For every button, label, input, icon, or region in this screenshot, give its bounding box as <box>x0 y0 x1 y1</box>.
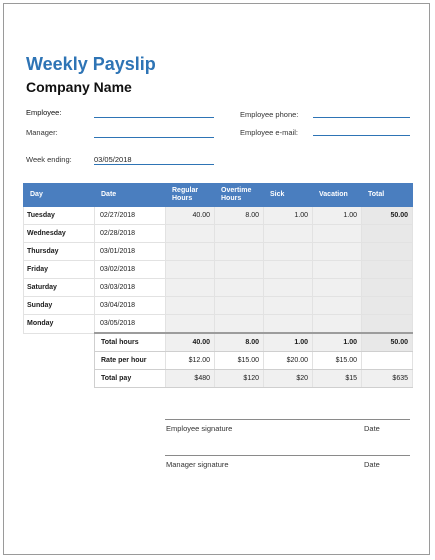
vacation-cell[interactable]: 1.00 <box>313 207 362 225</box>
sick-rate[interactable]: $20.00 <box>264 352 313 370</box>
regular-hours-cell[interactable] <box>166 297 215 315</box>
total-pay-row <box>24 370 413 388</box>
employee-phone-label: Employee phone: <box>240 110 299 119</box>
week-ending-field[interactable]: 03/05/2018 <box>94 155 214 165</box>
table-row <box>24 225 413 243</box>
table-header-row <box>24 184 413 207</box>
overtime-rate[interactable]: $15.00 <box>215 352 264 370</box>
total-cell: 50.00 <box>362 207 413 225</box>
day-cell: Wednesday <box>24 225 95 243</box>
employee-email-label: Employee e-mail: <box>240 128 298 137</box>
total-vacation-hours: 1.00 <box>313 333 362 352</box>
date-cell[interactable]: 02/27/2018 <box>95 207 166 225</box>
day-cell: Saturday <box>24 279 95 297</box>
col-header-regular-hours: Regular Hours <box>166 184 215 207</box>
regular-hours-cell[interactable] <box>166 279 215 297</box>
employee-signature-label: Employee signature <box>166 424 233 433</box>
total-cell <box>362 315 413 334</box>
day-cell: Sunday <box>24 297 95 315</box>
overtime-hours-cell[interactable] <box>215 279 264 297</box>
date-cell[interactable]: 03/04/2018 <box>95 297 166 315</box>
total-regular-hours: 40.00 <box>166 333 215 352</box>
hours-table <box>23 183 413 388</box>
table-row <box>24 315 413 334</box>
date-cell[interactable]: 03/03/2018 <box>95 279 166 297</box>
vacation-cell[interactable] <box>313 279 362 297</box>
regular-hours-cell[interactable] <box>166 315 215 334</box>
date-cell[interactable]: 03/05/2018 <box>95 315 166 334</box>
vacation-cell[interactable] <box>313 297 362 315</box>
rate-per-hour-label: Rate per hour <box>95 352 166 370</box>
overtime-hours-cell[interactable] <box>215 315 264 334</box>
manager-signature-label: Manager signature <box>166 460 229 469</box>
overtime-hours-cell[interactable] <box>215 243 264 261</box>
employee-field[interactable] <box>94 108 214 118</box>
day-cell: Friday <box>24 261 95 279</box>
vacation-pay: $15 <box>313 370 362 388</box>
sick-cell[interactable]: 1.00 <box>264 207 313 225</box>
date-cell[interactable]: 02/28/2018 <box>95 225 166 243</box>
vacation-cell[interactable] <box>313 243 362 261</box>
total-cell <box>362 225 413 243</box>
regular-rate[interactable]: $12.00 <box>166 352 215 370</box>
vacation-cell[interactable] <box>313 261 362 279</box>
table-row <box>24 261 413 279</box>
sick-cell[interactable] <box>264 315 313 334</box>
sick-cell[interactable] <box>264 279 313 297</box>
vacation-cell[interactable] <box>313 225 362 243</box>
total-sick-hours: 1.00 <box>264 333 313 352</box>
date-cell[interactable]: 03/02/2018 <box>95 261 166 279</box>
rate-total <box>362 352 413 370</box>
total-cell <box>362 279 413 297</box>
rate-per-hour-row <box>24 352 413 370</box>
regular-hours-cell[interactable] <box>166 261 215 279</box>
week-ending-label: Week ending: <box>26 155 72 164</box>
day-cell: Monday <box>24 315 95 334</box>
total-cell <box>362 297 413 315</box>
employee-label: Employee: <box>26 108 62 117</box>
table-row <box>24 243 413 261</box>
regular-hours-cell[interactable] <box>166 225 215 243</box>
manager-label: Manager: <box>26 128 58 137</box>
col-header-date: Date <box>95 184 166 207</box>
overtime-hours-cell[interactable] <box>215 225 264 243</box>
overtime-pay: $120 <box>215 370 264 388</box>
col-header-day: Day <box>24 184 95 207</box>
regular-hours-cell[interactable] <box>166 243 215 261</box>
overtime-hours-cell[interactable] <box>215 261 264 279</box>
col-header-total: Total <box>362 184 413 207</box>
sick-cell[interactable] <box>264 225 313 243</box>
vacation-cell[interactable] <box>313 315 362 334</box>
sick-pay: $20 <box>264 370 313 388</box>
sick-cell[interactable] <box>264 243 313 261</box>
grand-total-pay: $635 <box>362 370 413 388</box>
total-hours-label: Total hours <box>95 333 166 352</box>
overtime-hours-cell[interactable]: 8.00 <box>215 207 264 225</box>
date-cell[interactable]: 03/01/2018 <box>95 243 166 261</box>
employee-signature-line[interactable] <box>165 419 410 420</box>
col-header-vacation: Vacation <box>313 184 362 207</box>
total-cell <box>362 243 413 261</box>
regular-pay: $480 <box>166 370 215 388</box>
day-cell: Tuesday <box>24 207 95 225</box>
regular-hours-cell[interactable]: 40.00 <box>166 207 215 225</box>
company-name: Company Name <box>26 79 132 95</box>
col-header-overtime-hours: Overtime Hours <box>215 184 264 207</box>
page-title: Weekly Payslip <box>26 54 156 74</box>
grand-total-hours: 50.00 <box>362 333 413 352</box>
table-row <box>24 297 413 315</box>
manager-field[interactable] <box>94 128 214 138</box>
sick-cell[interactable] <box>264 297 313 315</box>
overtime-hours-cell[interactable] <box>215 297 264 315</box>
manager-signature-date-label: Date <box>364 460 380 469</box>
sick-cell[interactable] <box>264 261 313 279</box>
employee-signature-date-label: Date <box>364 424 380 433</box>
total-pay-label: Total pay <box>95 370 166 388</box>
col-header-sick: Sick <box>264 184 313 207</box>
employee-email-field[interactable] <box>313 126 410 136</box>
manager-signature-line[interactable] <box>165 455 410 456</box>
table-row <box>24 207 413 225</box>
table-row <box>24 279 413 297</box>
day-cell: Thursday <box>24 243 95 261</box>
vacation-rate[interactable]: $15.00 <box>313 352 362 370</box>
employee-phone-field[interactable] <box>313 108 410 118</box>
total-hours-row <box>24 333 413 352</box>
total-overtime-hours: 8.00 <box>215 333 264 352</box>
total-cell <box>362 261 413 279</box>
